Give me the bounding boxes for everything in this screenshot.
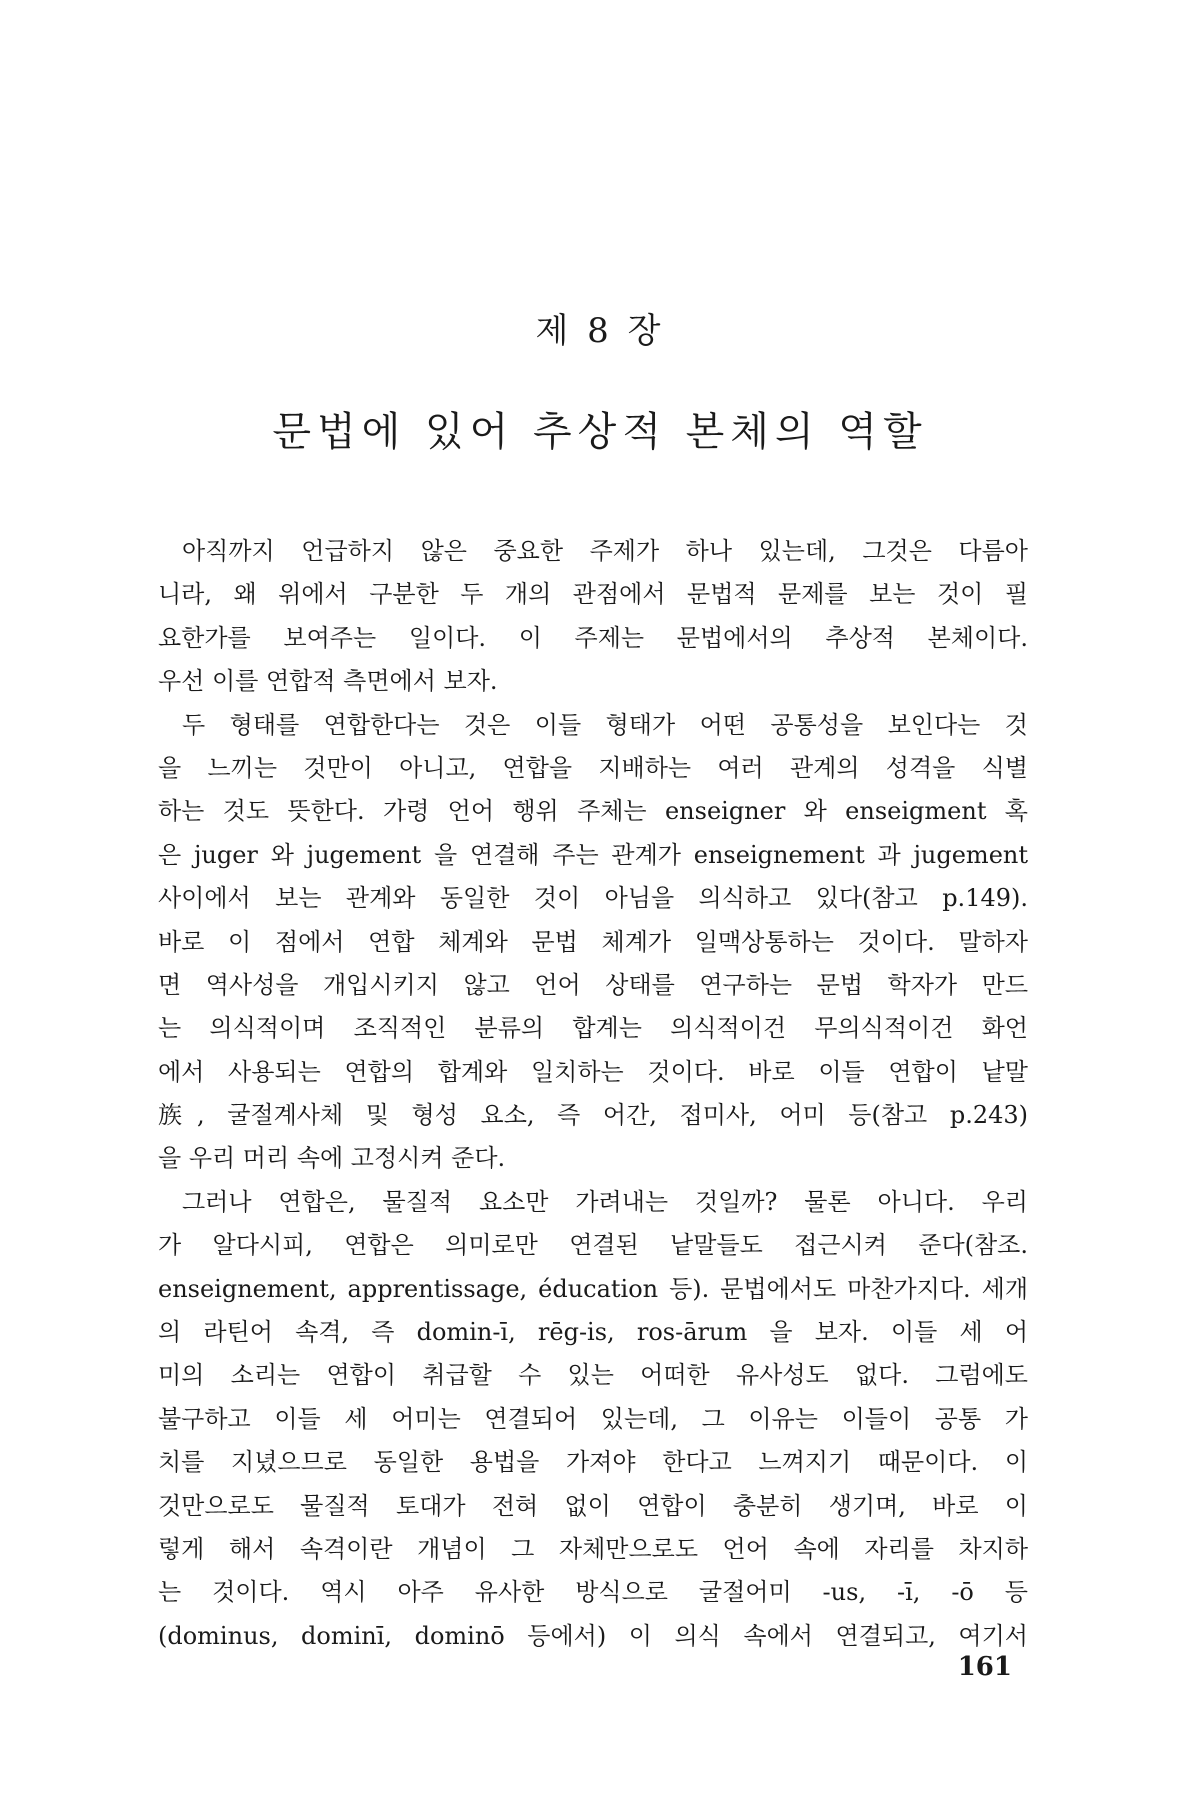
text-line: 은 juger 와 jugement 을 연결해 주는 관계가 enseignement 과 jugement xyxy=(158,840,1028,869)
text-line: 하는 것도 뜻한다. 가령 언어 행위 주체는 enseigner 와 enseigment 혹 xyxy=(158,797,1028,826)
text-line: 치를 지녔으므로 동일한 용법을 가져야 한다고 느껴지기 때문이다. 이 xyxy=(158,1448,1028,1477)
text-line: 을 느끼는 것만이 아니고, 연합을 지배하는 여러 관계의 성격을 식별 xyxy=(158,753,1028,782)
text-line: 두 형태를 연합한다는 것은 이들 형태가 어떤 공통성을 보인다는 것 xyxy=(182,710,1028,739)
text-line: 우선 이를 연합적 측면에서 보자. xyxy=(158,667,498,696)
text-line: 요한가를 보여주는 일이다. 이 주제는 문법에서의 추상적 본체이다. xyxy=(158,623,1028,652)
text-line: 가 알다시피, 연합은 의미로만 연결된 낱말들도 접근시켜 준다(참조. xyxy=(158,1231,1028,1260)
text-line: 렇게 해서 속격이란 개념이 그 자체만으로도 언어 속에 자리를 차지하 xyxy=(158,1534,1028,1563)
text-line: 그러나 연합은, 물질적 요소만 가려내는 것일까? 물론 아니다. 우리 xyxy=(182,1187,1028,1216)
text-line: 니라, 왜 위에서 구분한 두 개의 관점에서 문법적 문제를 보는 것이 필 xyxy=(158,580,1028,609)
page-number: 161 xyxy=(957,1652,1012,1682)
text-line: 면 역사성을 개입시키지 않고 언어 상태를 연구하는 문법 학자가 만드 xyxy=(158,970,1028,999)
text-line: 미의 소리는 연합이 취급할 수 있는 어떠한 유사성도 없다. 그럼에도 xyxy=(158,1361,1028,1390)
chapter-title: 문법에 있어 추상적 본체의 역할 xyxy=(272,409,928,455)
text-line: 불구하고 이들 세 어미는 연결되어 있는데, 그 이유는 이들이 공통 가 xyxy=(158,1404,1028,1433)
text-line: 아직까지 언급하지 않은 중요한 주제가 하나 있는데, 그것은 다름아 xyxy=(182,537,1028,565)
text-line: (dominus, dominī, dominō 등에서) 이 의식 속에서 연결되고, 여기서 xyxy=(158,1621,1028,1650)
body-text xyxy=(158,530,1028,1658)
text-line: 族, 굴절계사체 및 형성 요소, 즉 어간, 접미사, 어미 등(참고 p.243) xyxy=(158,1101,1028,1130)
chapter-label: 제 8 장 xyxy=(535,311,665,351)
text-line: 바로 이 점에서 연합 체계와 문법 체계가 일맥상통하는 것이다. 말하자 xyxy=(158,927,1028,956)
text-line: 것만으로도 물질적 토대가 전혀 없이 연합이 충분히 생기며, 바로 이 xyxy=(158,1491,1028,1520)
text-line: 는 의식적이며 조직적인 분류의 합계는 의식적이건 무의식적이건 화언 xyxy=(158,1014,1028,1043)
text-line: 을 우리 머리 속에 고정시켜 준다. xyxy=(158,1144,506,1173)
text-line: 는 것이다. 역시 아주 유사한 방식으로 굴절어미 -us, -ī, -ō 등 xyxy=(158,1578,1028,1607)
text-line: 의 라틴어 속격, 즉 domin-ī, rēg-is, ros-ārum 을 보자. 이들 세 어 xyxy=(158,1318,1028,1347)
text-line: 사이에서 보는 관계와 동일한 것이 아님을 의식하고 있다(참고 p.149). xyxy=(158,884,1028,913)
text-line: enseignement, apprentissage, éducation 등). 문법에서도 마찬가지다. 세개 xyxy=(158,1274,1028,1303)
text-line: 에서 사용되는 연합의 합계와 일치하는 것이다. 바로 이들 연합이 낱말 xyxy=(158,1057,1028,1086)
